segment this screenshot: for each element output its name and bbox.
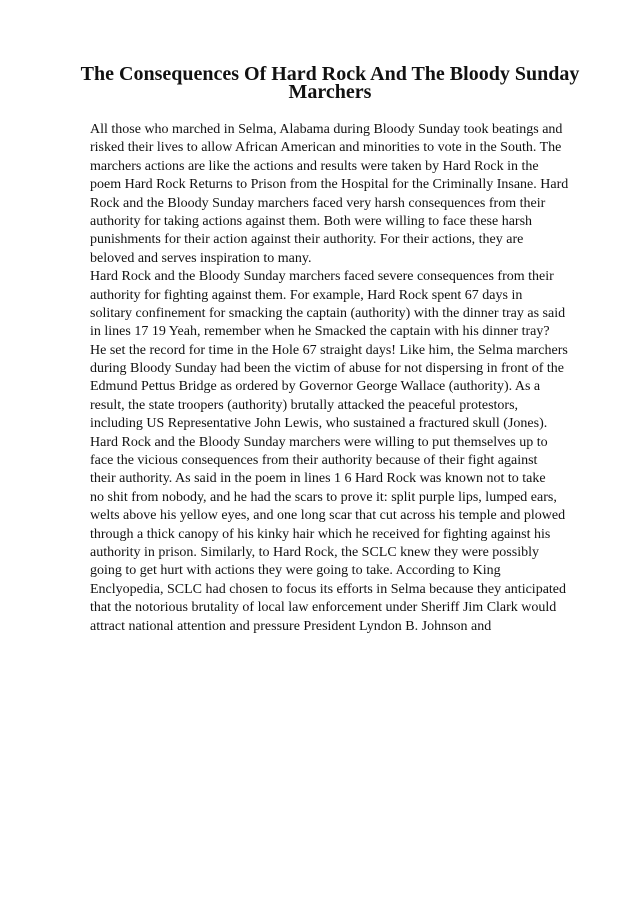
body-line: authority for taking actions against them. Both were willing to face these harsh	[90, 213, 533, 229]
body-line: Edmund Pettus Bridge as ordered by Governor George Wallace (authority). As a	[90, 379, 541, 395]
body-line: result, the state troopers (authority) brutally attacked the peaceful protestors,	[90, 397, 519, 413]
body-line: beloved and serves inspiration to many.	[90, 250, 312, 266]
body-line: including US Representative John Lewis, who sustained a fractured skull (Jones).	[90, 416, 548, 432]
body-line: welts above his yellow eyes, and one long scar that cut across his temple and plowed	[90, 508, 566, 524]
title-line: Marchers	[288, 81, 372, 104]
body-line: All those who marched in Selma, Alabama during Bloody Sunday took beatings and	[90, 122, 563, 137]
body-line: going to get hurt with actions they were going to take. According to King	[90, 563, 501, 579]
body-line: authority in prison. Similarly, to Hard Rock, the SCLC knew they were possibly	[90, 544, 539, 560]
body-line: attract national attention and pressure President Lyndon B. Johnson and	[90, 618, 492, 634]
body-line: Hard Rock and the Bloody Sunday marchers faced severe consequences from their	[90, 269, 554, 285]
body-line: poem Hard Rock Returns to Prison from the Hospital for the Criminally Insane. Hard	[90, 177, 569, 193]
body-line: marchers actions are like the actions and results were taken by Hard Rock in the	[90, 158, 539, 174]
body-line: Rock and the Bloody Sunday marchers faced very harsh consequences from their	[90, 195, 546, 211]
document-title	[70, 62, 590, 104]
document-body	[90, 121, 602, 636]
body-line: their authority. As said in the poem in lines 1 6 Hard Rock was known not to take	[90, 471, 546, 487]
body-line: Enclyopedia, SCLC had chosen to focus its efforts in Selma because they anticipated	[90, 581, 567, 597]
body-line: that the notorious brutality of local law enforcement under Sheriff Jim Clark would	[90, 600, 557, 616]
body-line: in lines 17 19 Yeah, remember when he Smacked the captain with his dinner tray?	[90, 324, 550, 340]
title-line: The Consequences Of Hard Rock And The Bloody Sunday	[80, 63, 580, 85]
body-line: no shit from nobody, and he had the scars to prove it: split purple lips, lumped ears,	[90, 489, 557, 505]
body-line: Hard Rock and the Bloody Sunday marchers were willing to put themselves up to	[90, 434, 548, 450]
body-line: risked their lives to allow African American and minorities to vote in the South. The	[90, 140, 562, 156]
body-line: through a thick canopy of his kinky hair which he received for fighting against his	[90, 526, 551, 542]
body-line: during Bloody Sunday had been the victim of abuse for not dispersing in front of the	[90, 361, 564, 377]
body-line: face the vicious consequences from their authority because of their fight against	[90, 453, 538, 469]
body-line: solitary confinement for smacking the captain (authority) with the dinner tray as said	[90, 305, 566, 321]
body-line: authority for fighting against them. For example, Hard Rock spent 67 days in	[90, 287, 523, 303]
body-line: He set the record for time in the Hole 67 straight days! Like him, the Selma marchers	[90, 342, 568, 358]
body-line: punishments for their action against their authority. For their actions, they are	[90, 232, 524, 248]
